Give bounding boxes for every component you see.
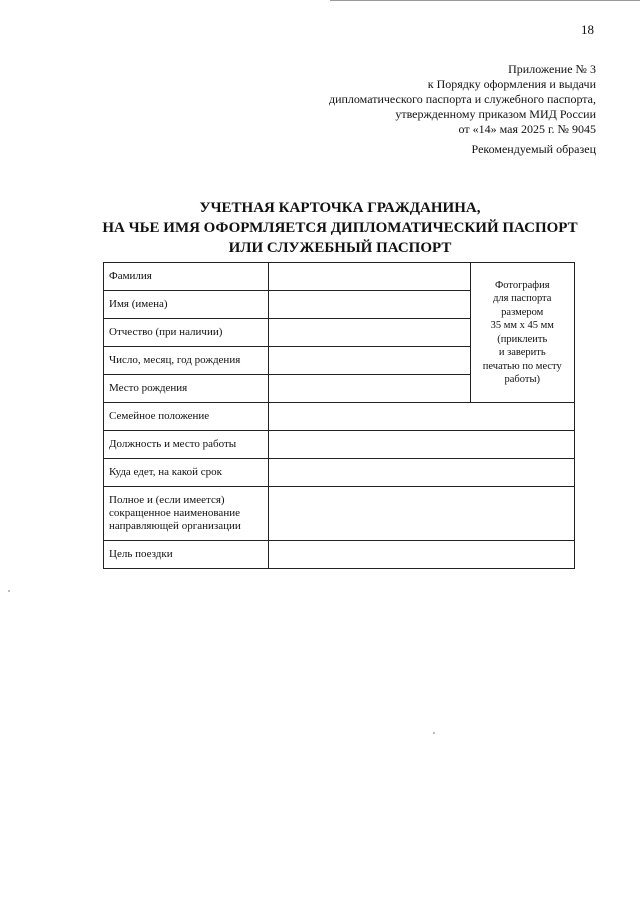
registration-card-table (103, 262, 575, 569)
field-label-destination-term: Куда едет, на какой срок (104, 459, 269, 487)
field-value-patronymic[interactable] (268, 319, 470, 347)
appendix-line: к Порядку оформления и выдачи (427, 77, 596, 91)
table-row (104, 431, 575, 459)
photo-box-line: для паспорта (493, 293, 552, 304)
photo-box-line: печатью по месту (482, 360, 562, 372)
field-label-birth-date: Число, месяц, год рождения (104, 347, 269, 375)
page-number: 18 (581, 22, 594, 37)
field-value-surname[interactable] (268, 263, 470, 291)
form-title-line: УЧЕТНАЯ КАРТОЧКА ГРАЖДАНИНА, (199, 200, 481, 216)
table-row (104, 263, 575, 291)
appendix-line: утвержденному приказом МИД России (395, 107, 596, 121)
scan-artifact (8, 590, 10, 592)
table-row (104, 459, 575, 487)
field-value-trip-purpose[interactable] (268, 541, 574, 569)
field-value-destination-term[interactable] (268, 459, 574, 487)
table-row (104, 487, 575, 541)
field-value-first-name[interactable] (268, 291, 470, 319)
photo-box-line: (приклеить (497, 333, 548, 345)
table-row (104, 403, 575, 431)
field-label-first-name: Имя (имена) (104, 291, 269, 319)
photo-box-line: 35 мм х 45 мм (490, 320, 554, 331)
form-title (60, 198, 620, 258)
field-label-birth-place: Место рождения (104, 375, 269, 403)
field-value-birth-place[interactable] (268, 375, 470, 403)
form-title-line: НА ЧЬЕ ИМЯ ОФОРМЛЯЕТСЯ ДИПЛОМАТИЧЕСКИЙ ПАСПОРТ (102, 220, 578, 236)
photo-box-line: Фотография (494, 279, 550, 291)
label-line: сокращенное наименование (109, 507, 240, 519)
field-label-patronymic: Отчество (при наличии) (104, 319, 269, 347)
photo-box-line: и заверить (498, 347, 546, 358)
field-label-trip-purpose: Цель поездки (104, 541, 269, 569)
appendix-header (329, 62, 596, 137)
label-line: Полное и (если имеется) (109, 494, 225, 506)
field-label-marital-status: Семейное положение (104, 403, 269, 431)
photo-placeholder-box (470, 263, 574, 403)
field-label-sending-organization (104, 487, 269, 541)
appendix-line: дипломатического паспорта и служебного паспорта, (328, 92, 596, 106)
appendix-line: Приложение № 3 (508, 62, 596, 76)
field-label-surname: Фамилия (104, 263, 269, 291)
field-value-marital-status[interactable] (268, 403, 574, 431)
appendix-line: от «14» мая 2025 г. № 9045 (458, 122, 596, 136)
form-title-line: ИЛИ СЛУЖЕБНЫЙ ПАСПОРТ (228, 240, 452, 256)
label-line: направляющей организации (109, 520, 241, 532)
field-label-position-workplace: Должность и место работы (104, 431, 269, 459)
field-value-sending-organization[interactable] (268, 487, 574, 541)
scan-artifact (433, 732, 435, 734)
field-value-birth-date[interactable] (268, 347, 470, 375)
table-row (104, 541, 575, 569)
scan-top-rule (330, 0, 640, 1)
field-value-position-workplace[interactable] (268, 431, 574, 459)
photo-box-line: размером (501, 306, 544, 318)
sample-label: Рекомендуемый образец (471, 142, 596, 156)
photo-box-line: работы) (504, 374, 541, 385)
